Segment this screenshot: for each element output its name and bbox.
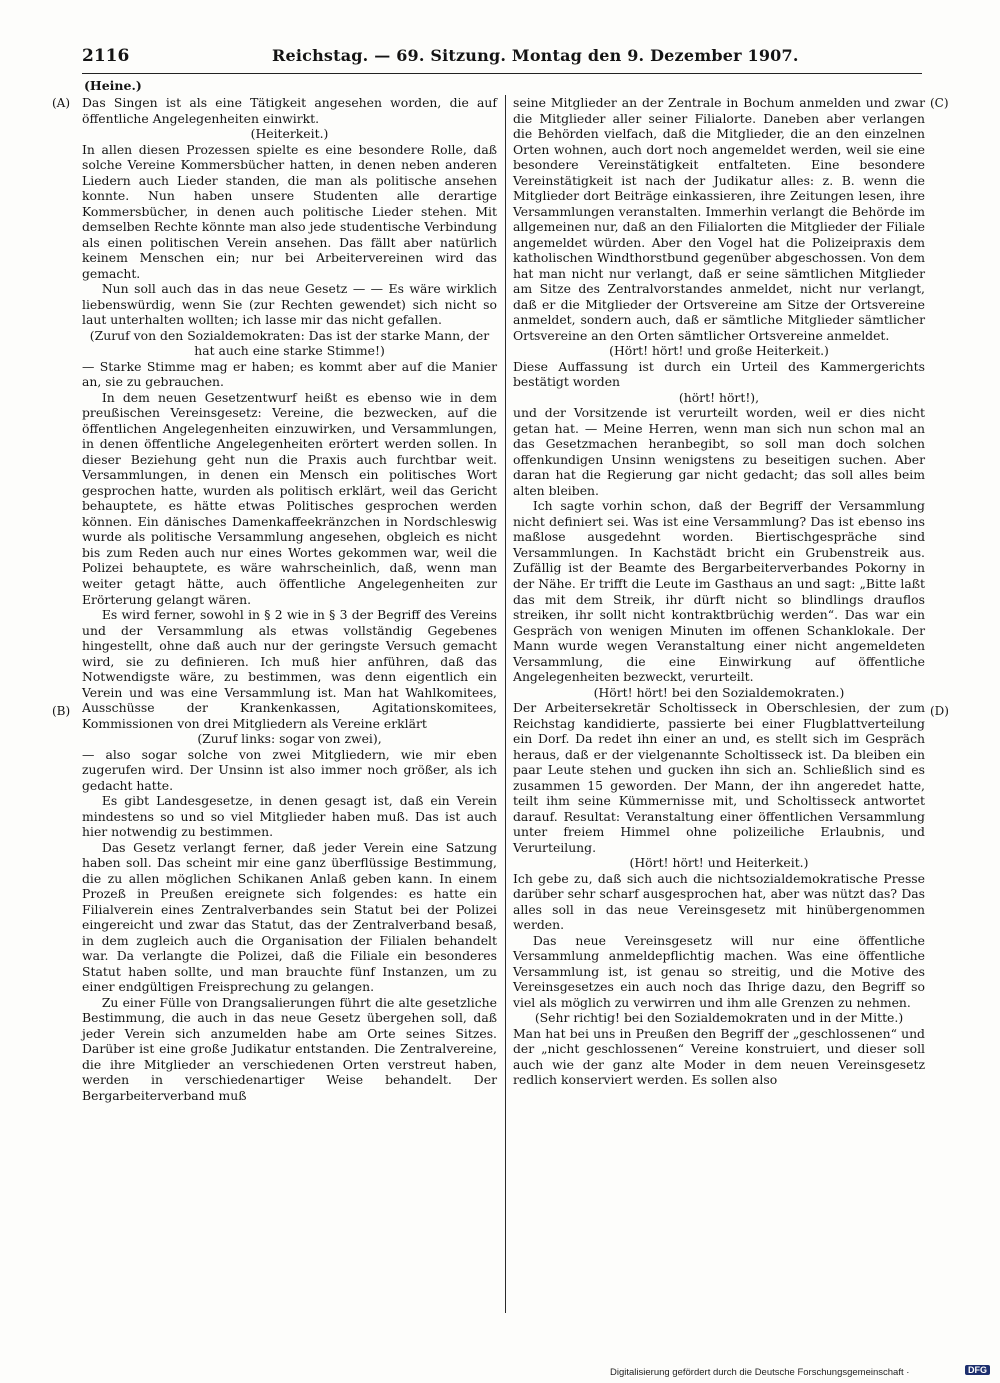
margin-mark-d: (D) — [930, 704, 949, 718]
paragraph: Das neue Vereinsgesetz will nur eine öffentliche Versammlung anmeldepflichtig machen. Was eine öffentliche Versammlung ist, ist genau so streitig, und die Motive des Vereinsgesetzes ein auch noch das Ihrige dazu, den Begriff so viel als möglich zu verwirren und ihm alle Grenzen zu nehmen. — [513, 932, 925, 1010]
interjection: (Zuruf von den Sozialdemokraten: Das ist der starke Mann, der hat auch eine starke Stimme!) — [89, 327, 490, 359]
interjection: (Zuruf links: sogar von zwei), — [197, 731, 382, 747]
page-number: 2116 — [82, 46, 130, 66]
paragraph: Ich sagte vorhin schon, daß der Begriff der Versammlung nicht definiert sei. Was ist eine Versammlung? Das ist ebenso ins maßlose ausgedehnt worden. Biertischgespräche sind Versammlungen. In Kachstädt bricht ein Grubenstreik aus. Zufällig ist der Beamte des Bergarbeiterverbandes Pokorny in der Nähe. Er trifft die Leute im Gasthaus an und sagt: „Bitte laßt das mit dem Streik, ihr dürft nicht so blindlings drauflos streiken, ihr sollt nicht kontraktbrüchig werden“. Das war ein Gespräch von wenigen Minuten im offenen Schanklokale. Der Mann wurde wegen Veranstaltung einer nicht angemeldeten Versammlung, die eine Einwirkung auf öffentliche Angelegenheiten bezweckt, verurteilt. — [513, 498, 925, 685]
paragraph: — also sogar solche von zwei Mitgliedern, wie mir eben zugerufen wird. Der Unsinn ist also immer noch größer, als ich gedacht hatte. — [82, 746, 497, 793]
column-left — [82, 95, 497, 1104]
paragraph: Zu einer Fülle von Drangsalierungen führt die alte gesetzliche Bestimmung, die auch in das neue Gesetz übergehen soll, daß jeder Verein sich anzumelden habe am Orte seines Sitzes. Darüber ist eine große Judikatur entstanden. Die Zentralvereine, die ihre Mitglieder an verschiedenen Orten verstreut haben, werden in verschiedenartiger Weise behandelt. Der Bergarbeiterverband muß — [82, 994, 497, 1103]
paragraph: Es gibt Landesgesetze, in denen gesagt ist, daß ein Verein mindestens so und so viel Mitglieder haben muß. Das ist auch hier notwendig zu bestimmen. — [82, 793, 497, 840]
column-divider — [505, 95, 506, 1313]
interjection: (hört! hört!), — [678, 389, 760, 405]
paragraph: Das Gesetz verlangt ferner, daß jeder Verein eine Satzung haben soll. Das scheint mir eine ganz überflüssige Bestimmung, die zu allen möglichen Schikanen Anlaß geben kann. In einem Prozeß in Preußen ereignete sich folgendes: es hatte ein Filialverein eines Zentralverbandes sein Statut bei der Polizei eingereicht und zwar das Statut, das der Zentralverband besaß, in dem zugleich auch die Organisation der Filialen behandelt war. Da verlangte die Polizei, daß die Filiale ein besonderes Statut haben sollte, und man brauchte fünf Instanzen, um zu einer endgültigen Freisprechung zu gelangen. — [82, 839, 497, 995]
margin-mark-a: (A) — [52, 96, 71, 110]
header-rule — [82, 73, 922, 74]
header-title: Reichstag. — 69. Sitzung. Montag den 9. Dezember 1907. — [272, 46, 799, 65]
speaker-name: (Heine.) — [84, 78, 142, 93]
interjection: (Hört! hört! bei den Sozialdemokraten.) — [593, 684, 845, 700]
paragraph: und der Vorsitzende ist verurteilt worden, weil er dies nicht getan hat. — Meine Herren, wenn man sich nun schon mal an das Gesetzmachen heranbegibt, so soll man doch solchen offenkundigen Unsinn wenigstens zu beseitigen suchen. Aber daran hat die Regierung gar nicht gedacht; das soll alles beim alten bleiben. — [513, 405, 925, 498]
paragraph: seine Mitglieder an der Zentrale in Bochum anmelden und zwar die Mitglieder aller seiner Filialorte. Daneben aber verlangen die Behörden vielfach, daß die Mitglieder, die an den einzelnen Orten wohnen, auch dort noch angemeldet werden, weil sie eine besondere Vereinstätigkeit entfalteten. Eine besondere Vereinstätigkeit ist nach der Judikatur alles: z. B. wenn die Mitglieder dort Beiträge einkassieren, ihre Zeitungen lesen, ihre Versammlungen veranstalten. Immerhin verlangt die Behörde im allgemeinen nur, daß an den Filialorten die Mitglieder der Filiale angemeldet würden. Aber den Vogel hat die Polizeipraxis dem katholischen Windthorstbund gegenüber abgeschossen. Von dem hat man nicht nur verlangt, daß er seine sämtlichen Mitglieder am Sitze des Zentralvorstandes anmeldet, nicht nur verlangt, daß er die Mitglieder der Ortsvereine am Sitze der Ortsvereine anmeldet, sondern auch, daß er sämtliche Mitglieder sämtlicher Ortsvereine an den Orten sämtlicher Ortsvereine anmeldet. — [513, 95, 925, 343]
paragraph: — Starke Stimme mag er haben; es kommt aber auf die Manier an, sie zu gebrauchen. — [82, 358, 497, 390]
paragraph: Diese Auffassung ist durch ein Urteil des Kammergerichts bestätigt worden — [513, 358, 925, 390]
column-right — [513, 95, 925, 1088]
margin-mark-c: (C) — [930, 96, 949, 110]
running-header — [82, 46, 922, 68]
paragraph: Nun soll auch das in das neue Gesetz — — Es wäre wirklich liebenswürdig, wenn Sie (zur Rechten gewendet) sich nicht so laut unterhalten wollten; ich lasse mir das nicht gefallen. — [82, 281, 497, 328]
dfg-logo: DFG — [965, 1365, 990, 1375]
paragraph: Man hat bei uns in Preußen den Begriff der „geschlossenen“ und der „nicht geschlossenen“ Vereine konstruiert, und dieser soll auch wie der ganz alte Moder in dem neuen Vereinsgesetz redlich konserviert werden. Es sollen also — [513, 1025, 925, 1088]
interjection: (Sehr richtig! bei den Sozialdemokraten und in der Mitte.) — [534, 1010, 904, 1026]
paragraph: Der Arbeitersekretär Scholtisseck in Oberschlesien, der zum Reichstag kandidierte, passierte bei einer Flugblattverteilung ein Dorf. Da redet ihn einer an und, es stellt sich im Gespräch heraus, daß er der vielgenannte Scholtisseck ist. Da bleiben ein paar Leute stehen und gucken ihn sich an. Schließlich sind es zusammen 15 geworden. Der Mann, der ihn angeredet hatte, teilt ihm seine Kümmernisse mit, und Scholtisseck antwortet darauf. Resultat: Veranstaltung einer öffentlichen Versammlung unter freiem Himmel ohne polizeiliche Erlaubnis, und Verurteilung. — [513, 700, 925, 855]
interjection: (Hört! hört! und große Heiterkeit.) — [609, 343, 829, 359]
paragraph: Das Singen ist als eine Tätigkeit angesehen worden, die auf öffentliche Angelegenheiten einwirkt. — [82, 95, 497, 126]
interjection: (Heiterkeit.) — [250, 126, 329, 142]
paragraph: In dem neuen Gesetzentwurf heißt es ebenso wie in dem preußischen Vereinsgesetz: Vereine, die bezwecken, auf die öffentlichen Angelegenheiten einzuwirken, und Versammlungen, in denen öffentliche Angelegenheiten erörtert werden sollen. In dieser Beziehung geht nun die Praxis auch furchtbar weit. Versammlungen, in denen ein Mensch ein politisches Wort gesprochen hatte, wurden als politisch erklärt, weil das Gericht behauptete, es hätte etwas Politisches gesprochen werden können. Ein dänisches Damenkaffeekränzchen in Nordschleswig wurde als politische Versammlung angesehen, obgleich es nicht bis zum Reden auch nur eines Wortes gekommen war, weil die Polizei behauptete, es wäre wahrscheinlich, daß, wenn man weiter getagt hätte, auch öffentliche Angelegenheiten zur Erörterung gelangt wären. — [82, 389, 497, 607]
interjection: (Hört! hört! und Heiterkeit.) — [629, 855, 809, 871]
margin-mark-b: (B) — [52, 704, 71, 718]
digitization-credit: Digitalisierung gefördert durch die Deutsche Forschungsgemeinschaft · — [610, 1367, 910, 1378]
paragraph: In allen diesen Prozessen spielte es eine besondere Rolle, daß solche Vereine Kommersbücher hatten, in denen neben anderen Liedern auch Lieder standen, die man als politische ansehen konnte. Nun haben unsere Studenten alle derartige Kommersbücher, in denen auch politische Lieder stehen. Mit demselben Rechte könnte man also jede studentische Verbindung als einen politischen Verein ansehen. Das fällt aber natürlich keinem Menschen ein; nur bei Arbeitervereinen wird das gemacht. — [82, 141, 497, 281]
paragraph: Es wird ferner, sowohl in § 2 wie in § 3 der Begriff des Vereins und der Versammlung als etwas vollständig Gegebenes hingestellt, ohne daß auch nur der geringste Versuch gemacht wird, sie zu definieren. Ich muß hier anführen, daß das Notwendigste wäre, zu bestimmen, was denn eigentlich ein Verein und was eine Versammlung ist. Man hat Wahlkomitees, Ausschüsse der Krankenkassen, Agitationskomitees, Kommissionen von drei Mitgliedern als Vereine erklärt — [82, 607, 497, 731]
paragraph: Ich gebe zu, daß sich auch die nichtsozialdemokratische Presse darüber sehr scharf ausgesprochen hat, aber was nützt das? Das alles soll in das neue Vereinsgesetz mit hinübergenommen werden. — [513, 870, 925, 933]
